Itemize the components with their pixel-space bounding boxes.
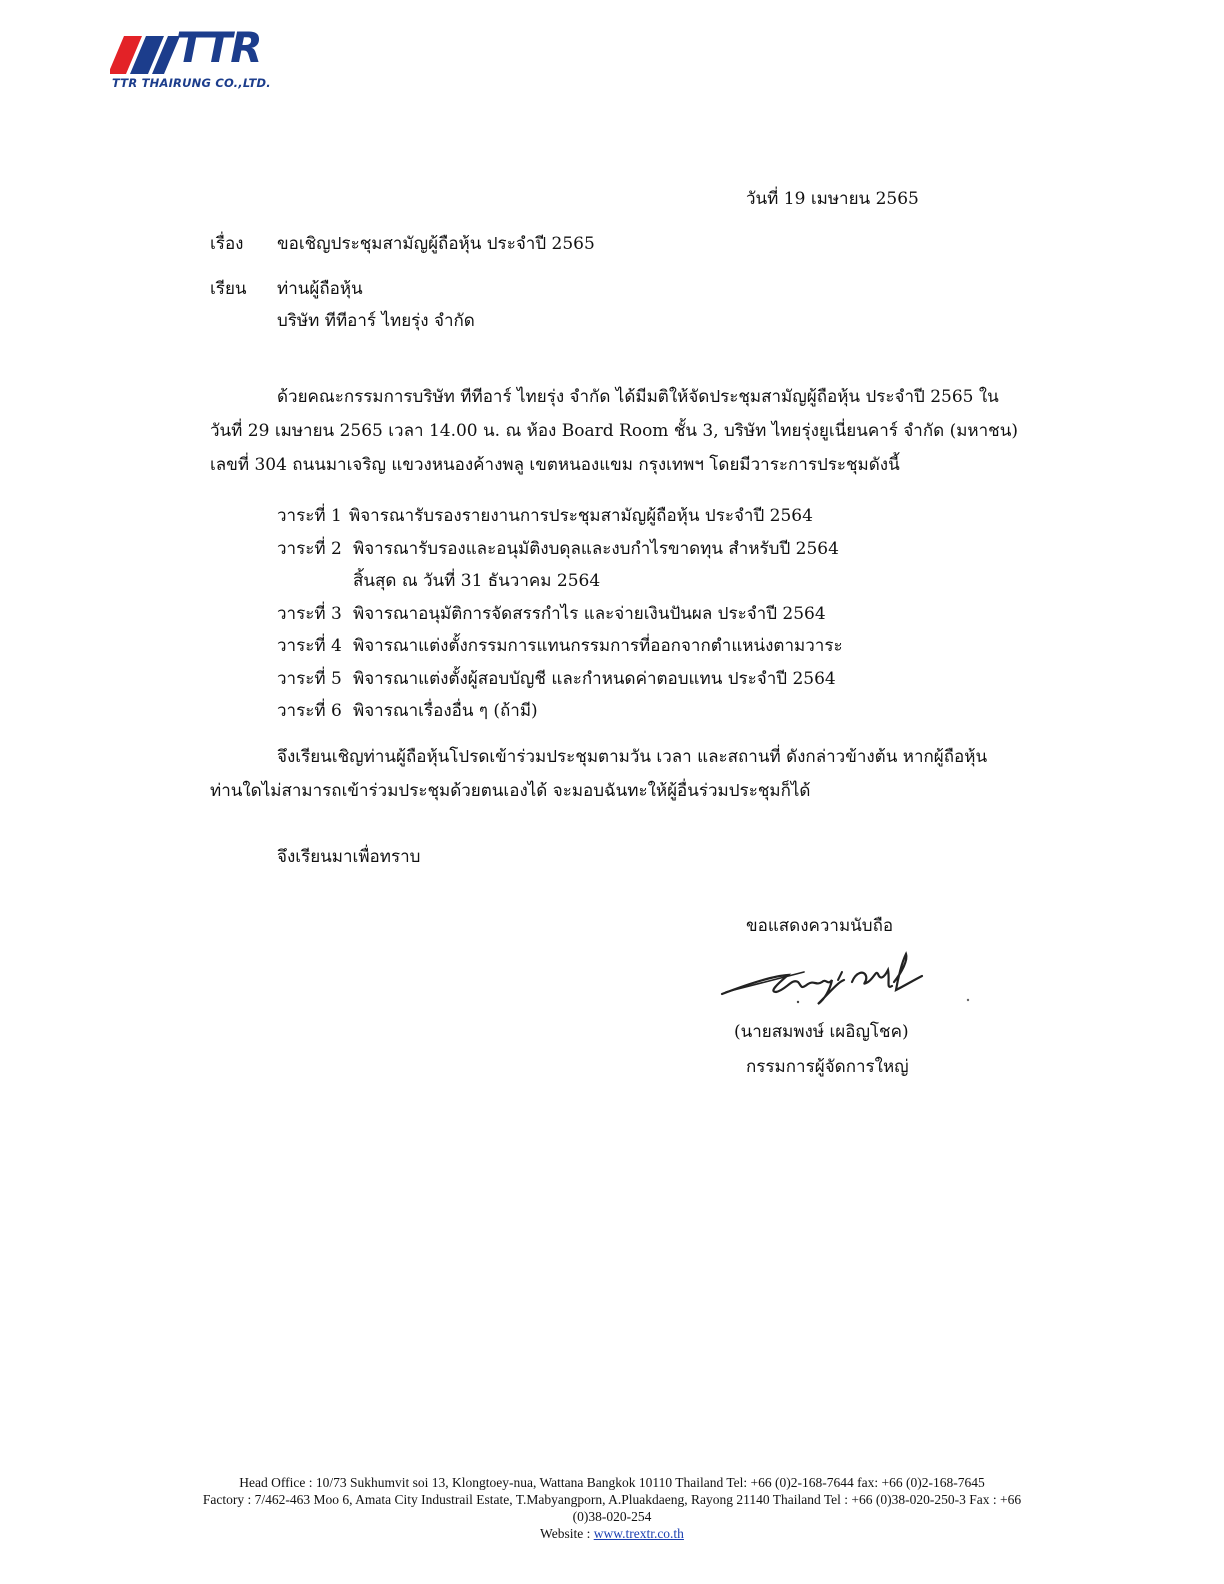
agenda-item xyxy=(277,533,977,566)
logo-subtitle: TTR THAIRUNG CO.,LTD. xyxy=(112,76,271,90)
subject-label: เรื่อง xyxy=(210,234,244,254)
website-label: Website : xyxy=(540,1526,594,1541)
footer-factory: Factory : 7/462-463 Moo 6, Amata City Industrail Estate, T.Mabyangporn, A.Pluakdaeng, Rayong 21140 Thailand Tel : +66 (0)38-020-250-3 Fax : +66 xyxy=(202,1492,1022,1507)
footer-website xyxy=(0,1525,1224,1542)
agenda-number: วาระที่ 4 xyxy=(277,636,342,656)
agenda-text: พิจารณารับรองรายงานการประชุมสามัญผู้ถือหุ้น ประจำปี 2564 xyxy=(349,506,813,526)
agenda-text: พิจารณาอนุมัติการจัดสรรกำไร และจ่ายเงินปันผล ประจำปี 2564 xyxy=(353,603,826,624)
body-paragraph xyxy=(210,380,1018,482)
company-logo xyxy=(110,23,340,94)
body-line: ด้วยคณะกรรมการบริษัท ทีทีอาร์ ไทยรุ่ง จำกัด ได้มีมติให้จัดประชุมสามัญผู้ถือหุ้น ประจำปี 2565 ใน xyxy=(277,387,999,407)
agenda-item-continuation xyxy=(277,565,977,598)
agenda-number: วาระที่ 2 xyxy=(277,538,342,559)
agenda-item xyxy=(277,598,977,631)
agenda-number: วาระที่ 3 xyxy=(277,603,342,624)
recipient-line-2: บริษัท ทีทีอาร์ ไทยรุ่ง จำกัด xyxy=(277,311,475,331)
agenda-list xyxy=(277,500,977,728)
closing-ending: จึงเรียนมาเพื่อทราบ xyxy=(277,847,421,867)
agenda-text: สิ้นสุด ณ วันที่ 31 ธันวาคม 2564 xyxy=(353,571,601,591)
agenda-text: พิจารณารับรองและอนุมัติงบดุลและงบกำไรขาดทุน สำหรับปี 2564 xyxy=(353,538,839,559)
website-link[interactable]: www.trextr.co.th xyxy=(593,1526,684,1541)
handwritten-signature-icon xyxy=(718,942,978,1012)
agenda-number: วาระที่ 5 xyxy=(277,668,342,689)
signer-title: กรรมการผู้จัดการใหญ่ xyxy=(746,1057,909,1077)
signer-name: (นายสมพงษ์ เผอิญโชค) xyxy=(734,1022,909,1042)
agenda-number: วาระที่ 1 xyxy=(277,506,342,526)
agenda-item xyxy=(277,663,977,696)
footer-head-office: Head Office : 10/73 Sukhumvit soi 13, Klongtoey-nua, Wattana Bangkok 10110 Thailand Tel: +66 (0)2-168-7644 fax: +66 (0)2-168-7645 xyxy=(239,1475,985,1490)
closing-paragraph xyxy=(210,740,1018,808)
logo-wordmark: TTR xyxy=(176,23,261,72)
regards-text: ขอแสดงความนับถือ xyxy=(746,916,894,936)
agenda-number: วาระที่ 6 xyxy=(277,701,342,721)
recipient-label: เรียน xyxy=(210,279,247,299)
subject-text: ขอเชิญประชุมสามัญผู้ถือหุ้น ประจำปี 2565 xyxy=(277,234,595,254)
signature xyxy=(718,942,978,1012)
closing-line: ท่านใดไม่สามารถเข้าร่วมประชุมด้วยตนเองได้ จะมอบฉันทะให้ผู้อื่นร่วมประชุมก็ได้ xyxy=(210,781,811,801)
recipient-line-1: ท่านผู้ถือหุ้น xyxy=(277,279,363,299)
agenda-text: พิจารณาแต่งตั้งผู้สอบบัญชี และกำหนดค่าตอบแทน ประจำปี 2564 xyxy=(353,668,836,689)
body-line: วันที่ 29 เมษายน 2565 เวลา 14.00 น. ณ ห้อง Board Room ชั้น 3, บริษัท ไทยรุ่งยูเนี่ยนคาร์ จำกัด (มหาชน) xyxy=(210,421,1018,441)
agenda-item xyxy=(277,695,977,728)
agenda-text: พิจารณาเรื่องอื่น ๆ (ถ้ามี) xyxy=(353,701,538,721)
closing-line: จึงเรียนเชิญท่านผู้ถือหุ้นโปรดเข้าร่วมประชุมตามวัน เวลา และสถานที่ ดังกล่าวข้างต้น หากผู้ถือหุ้น xyxy=(277,747,988,767)
letter-date: วันที่ 19 เมษายน 2565 xyxy=(746,189,919,209)
agenda-item xyxy=(277,630,977,663)
footer-factory-continued: (0)38-020-254 xyxy=(572,1509,652,1524)
body-line: เลขที่ 304 ถนนมาเจริญ แขวงหนองค้างพลู เขตหนองแขม กรุงเทพฯ โดยมีวาระการประชุมดังนี้ xyxy=(210,455,900,475)
agenda-item xyxy=(277,500,977,533)
agenda-text: พิจารณาแต่งตั้งกรรมการแทนกรรมการที่ออกจากตำแหน่งตามวาระ xyxy=(353,636,843,656)
footer xyxy=(0,1474,1224,1542)
